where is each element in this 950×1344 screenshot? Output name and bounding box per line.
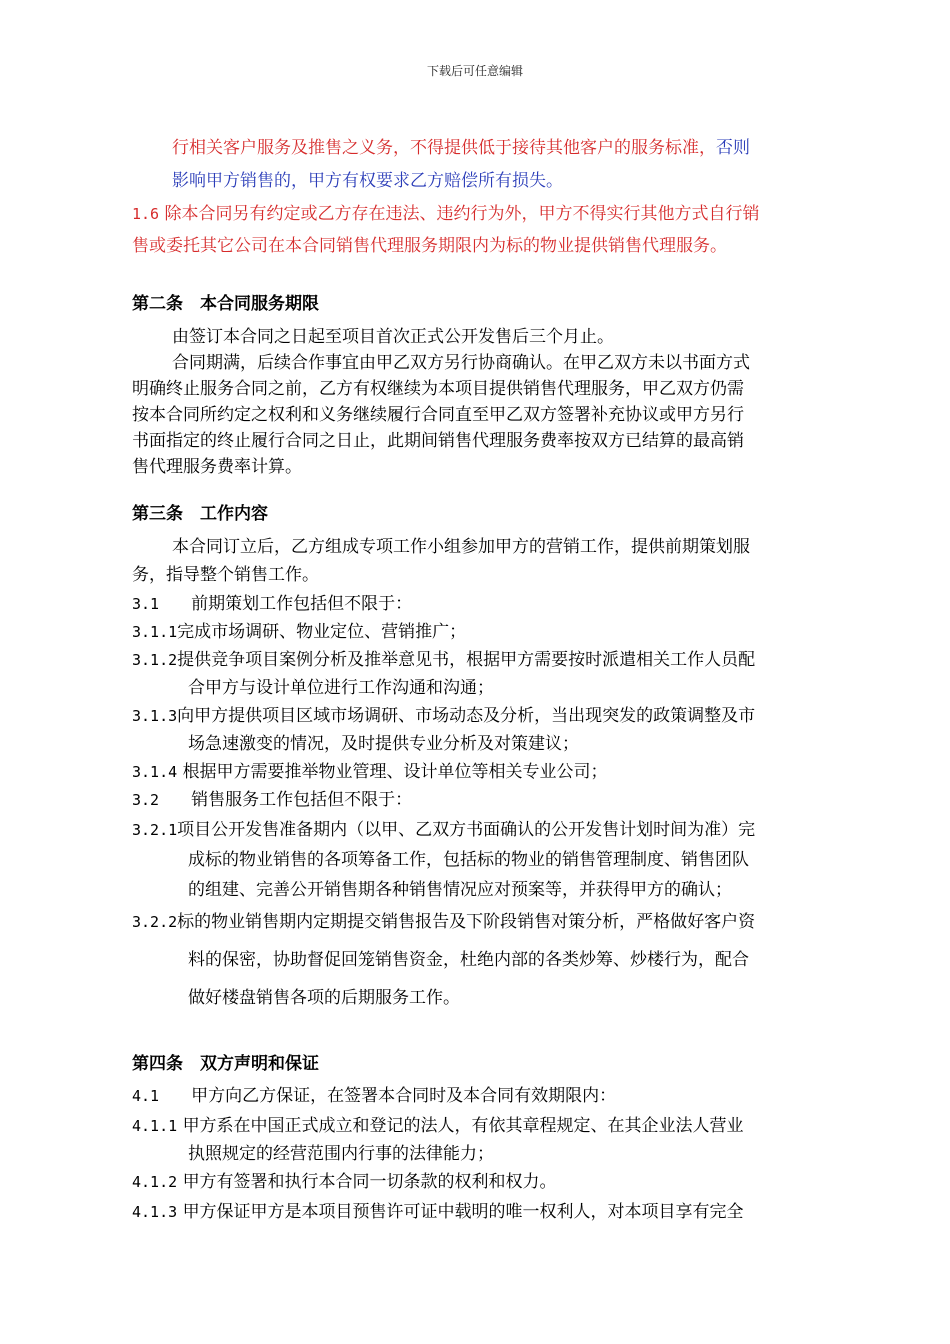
clause-3-2-2-cont-2: 做好楼盘销售各项的后期服务工作。 <box>188 988 460 1008</box>
clause-3-2-2: 3.2.2标的物业销售期内定期提交销售报告及下阶段销售对策分析，严格做好客户资 <box>132 912 756 932</box>
clause-1-6: 1.6 除本合同另有约定或乙方存在违法、违约行为外，甲方不得实行其他方式自行销 <box>132 204 760 224</box>
intro-line-2: 影响甲方销售的，甲方有权要求乙方赔偿所有损失。 <box>172 171 563 191</box>
clause-1-6-cont: 售或委托其它公司在本合同销售代理服务期限内为标的物业提供销售代理服务。 <box>132 236 727 256</box>
clause-number: 1.6 <box>132 205 160 223</box>
art3-paragraph-1-line-1: 本合同订立后，乙方组成专项工作小组参加甲方的营销工作，提供前期策划服 <box>172 537 750 557</box>
clause-4-1-2: 4.1.2 甲方有签署和执行本合同一切条款的权利和权力。 <box>132 1172 557 1192</box>
clause-4-1-3: 4.1.3 甲方保证甲方是本项目预售许可证中载明的唯一权利人，对本项目享有完全 <box>132 1202 744 1222</box>
art2-paragraph-2-line-4: 书面指定的终止履行合同之日止，此期间销售代理服务费率按双方已结算的最高销 <box>132 431 744 451</box>
clause-3-1-4: 3.1.4 根据甲方需要推举物业管理、设计单位等相关专业公司； <box>132 762 608 782</box>
clause-3-1-3-cont: 场急速激变的情况，及时提供专业分析及对策建议； <box>188 734 579 754</box>
clause-3-1-3: 3.1.3向甲方提供项目区域市场调研、市场动态及分析，当出现突发的政策调整及市 <box>132 706 756 726</box>
clause-4-1-1-cont: 执照规定的经营范围内行事的法律能力； <box>188 1144 494 1164</box>
clause-3-2-1: 3.2.1项目公开发售准备期内（以甲、乙双方书面确认的公开发售计划时间为准）完 <box>132 820 756 840</box>
article-2-title: 第二条 本合同服务期限 <box>132 294 319 314</box>
intro-line-1 <box>172 136 750 160</box>
intro-text-blue: 否则 <box>716 138 750 158</box>
article-4-title: 第四条 双方声明和保证 <box>132 1054 319 1074</box>
clause-3-2-1-cont-2: 的组建、完善公开销售期各种销售情况应对预案等，并获得甲方的确认； <box>188 880 732 900</box>
art2-paragraph-2-line-5: 售代理服务费率计算。 <box>132 457 302 477</box>
art2-paragraph-2-line-3: 按本合同所约定之权利和义务继续履行合同直至甲乙双方签署补充协议或甲方另行 <box>132 405 744 425</box>
page-header: 下载后可任意编辑 <box>426 64 523 78</box>
clause-3-1-1: 3.1.1完成市场调研、物业定位、营销推广； <box>132 622 467 642</box>
clause-3-2: 3.2 销售服务工作包括但不限于： <box>132 790 413 810</box>
article-3-title: 第三条 工作内容 <box>132 504 268 524</box>
clause-3-2-1-cont-1: 成标的物业销售的各项筹备工作，包括标的物业的销售管理制度、销售团队 <box>188 850 749 870</box>
art2-paragraph-2-line-2: 明确终止服务合同之前，乙方有权继续为本项目提供销售代理服务，甲乙双方仍需 <box>132 379 744 399</box>
art3-paragraph-1-line-2: 务，指导整个销售工作。 <box>132 565 319 585</box>
clause-3-1-2-cont: 合甲方与设计单位进行工作沟通和沟通； <box>188 678 494 698</box>
intro-text-red: 行相关客户服务及推售之义务，不得提供低于接待其他客户的服务标准， <box>172 138 716 158</box>
clause-3-2-2-cont-1: 料的保密，协助督促回笼销售资金，杜绝内部的各类炒筹、炒楼行为，配合 <box>188 950 749 970</box>
clause-3-1: 3.1 前期策划工作包括但不限于： <box>132 594 413 614</box>
clause-3-1-2: 3.1.2提供竞争项目案例分析及推举意见书，根据甲方需要按时派遣相关工作人员配 <box>132 650 756 670</box>
art2-paragraph-2-line-1: 合同期满，后续合作事宜由甲乙双方另行协商确认。在甲乙双方未以书面方式 <box>172 353 750 373</box>
clause-4-1-1: 4.1.1 甲方系在中国正式成立和登记的法人，有依其章程规定、在其企业法人营业 <box>132 1116 744 1136</box>
art2-paragraph-1: 由签订本合同之日起至项目首次正式公开发售后三个月止。 <box>172 327 614 347</box>
clause-4-1: 4.1 甲方向乙方保证，在签署本合同时及本合同有效期限内： <box>132 1086 617 1106</box>
